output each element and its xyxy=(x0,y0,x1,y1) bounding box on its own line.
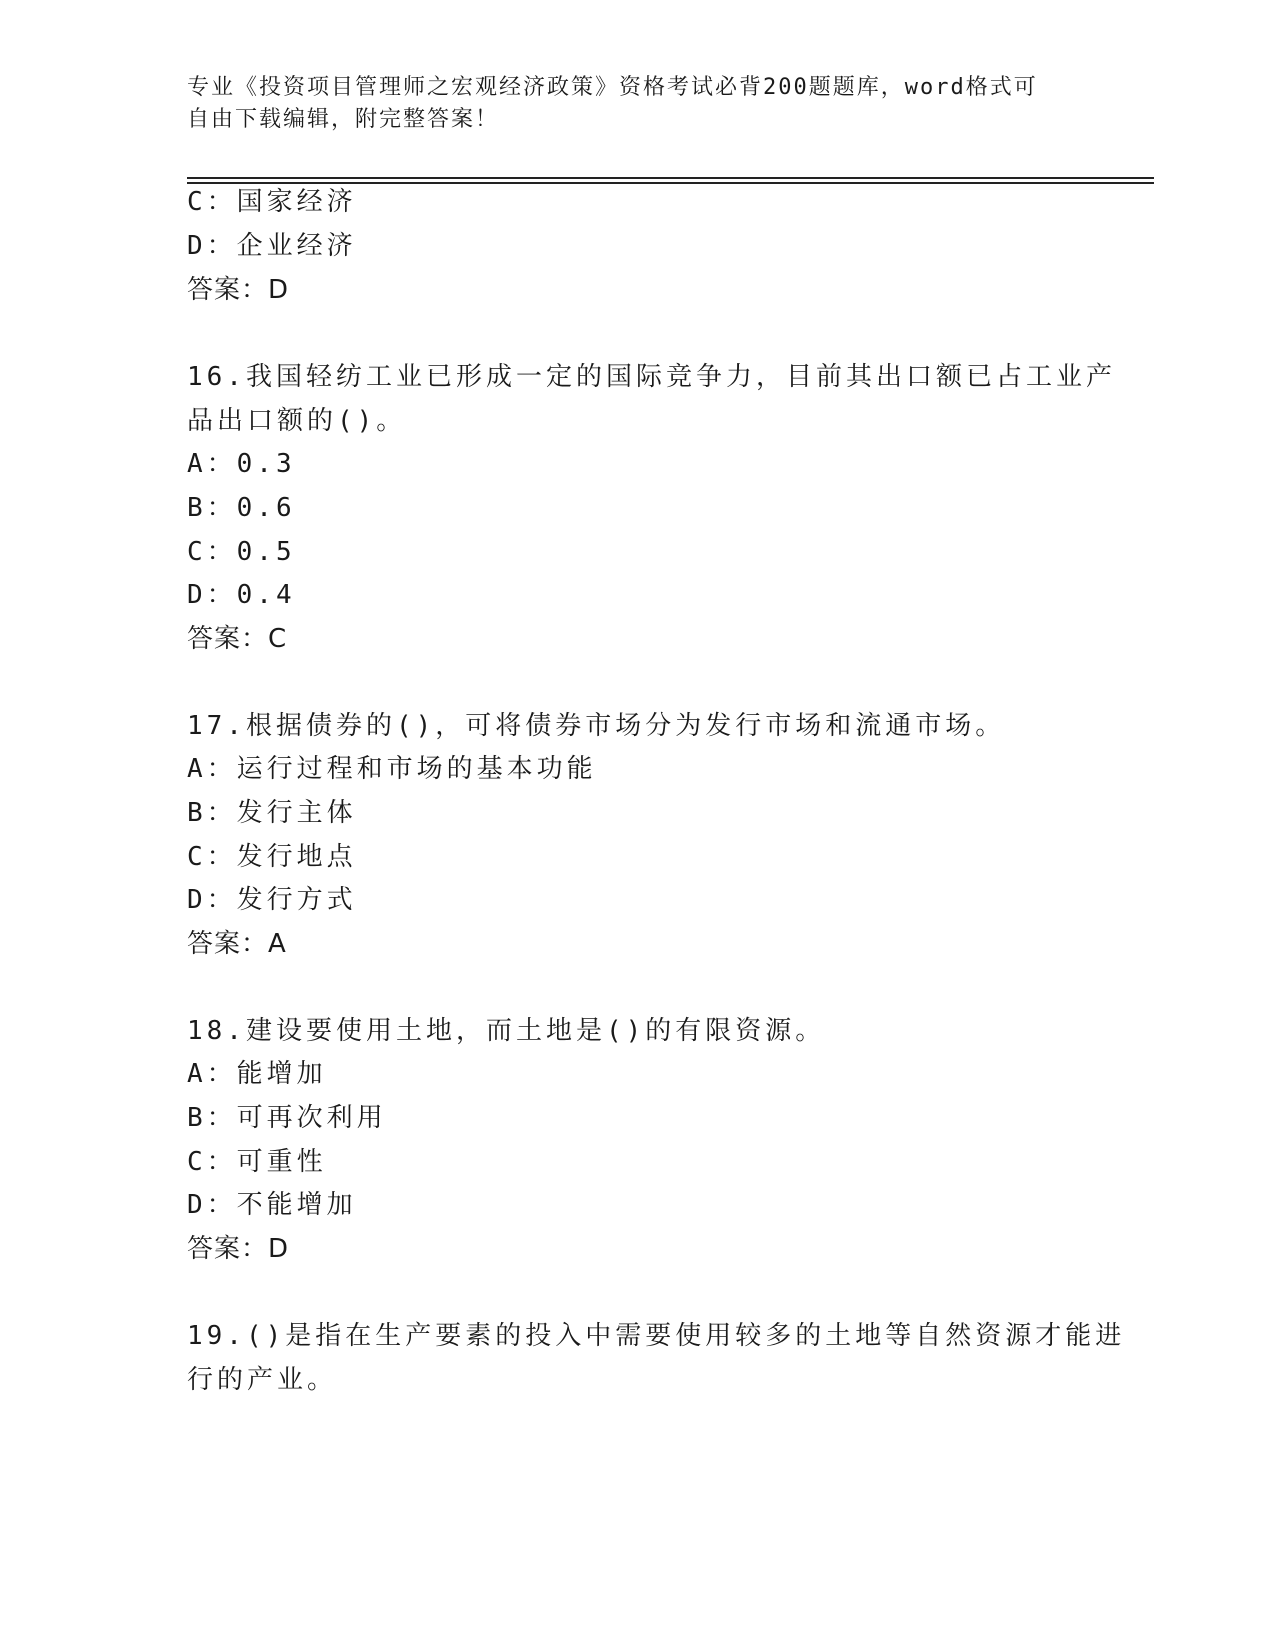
q16-stem-line-1: 16.我国轻纺工业已形成一定的国际竞争力，目前其出口额已占工业产 xyxy=(187,362,1116,392)
q17-option-d: D：发行方式 xyxy=(187,885,357,915)
q15-answer: 答案：D xyxy=(187,275,290,305)
header-divider-bottom xyxy=(187,182,1154,184)
q16-answer: 答案：C xyxy=(187,624,288,654)
q17-stem-line-1: 17.根据债券的()，可将债券市场分为发行市场和流通市场。 xyxy=(187,711,1006,741)
q15-option-c: C：国家经济 xyxy=(187,187,357,217)
q16-stem-line-2: 品出口额的()。 xyxy=(187,406,407,436)
q18-answer: 答案：D xyxy=(187,1234,290,1264)
q16-option-c: C：0.5 xyxy=(187,537,296,567)
document-header xyxy=(187,72,1067,136)
q18-stem-line-1: 18.建设要使用土地，而土地是()的有限资源。 xyxy=(187,1016,826,1046)
q17-answer: 答案：A xyxy=(187,929,287,959)
q18-option-b: B：可再次利用 xyxy=(187,1103,387,1133)
q17-option-c: C：发行地点 xyxy=(187,842,357,872)
q17-option-b: B：发行主体 xyxy=(187,798,357,828)
q15-option-d: D：企业经济 xyxy=(187,231,357,261)
q16-option-b: B：0.6 xyxy=(187,493,296,523)
q16-option-d: D：0.4 xyxy=(187,580,296,610)
q18-option-d: D：不能增加 xyxy=(187,1190,357,1220)
q18-option-c: C：可重性 xyxy=(187,1147,327,1177)
q17-option-a: A：运行过程和市场的基本功能 xyxy=(187,754,597,784)
q19-stem-line-1: 19.()是指在生产要素的投入中需要使用较多的土地等自然资源才能进 xyxy=(187,1321,1126,1351)
header-divider-top xyxy=(187,177,1154,179)
header-line-2: 自由下载编辑，附完整答案！ xyxy=(187,107,500,132)
q19-stem-line-2: 行的产业。 xyxy=(187,1365,338,1395)
header-line-1: 专业《投资项目管理师之宏观经济政策》资格考试必背200题题库，word格式可 xyxy=(187,75,1038,100)
q16-option-a: A：0.3 xyxy=(187,449,296,479)
q18-option-a: A：能增加 xyxy=(187,1059,327,1089)
